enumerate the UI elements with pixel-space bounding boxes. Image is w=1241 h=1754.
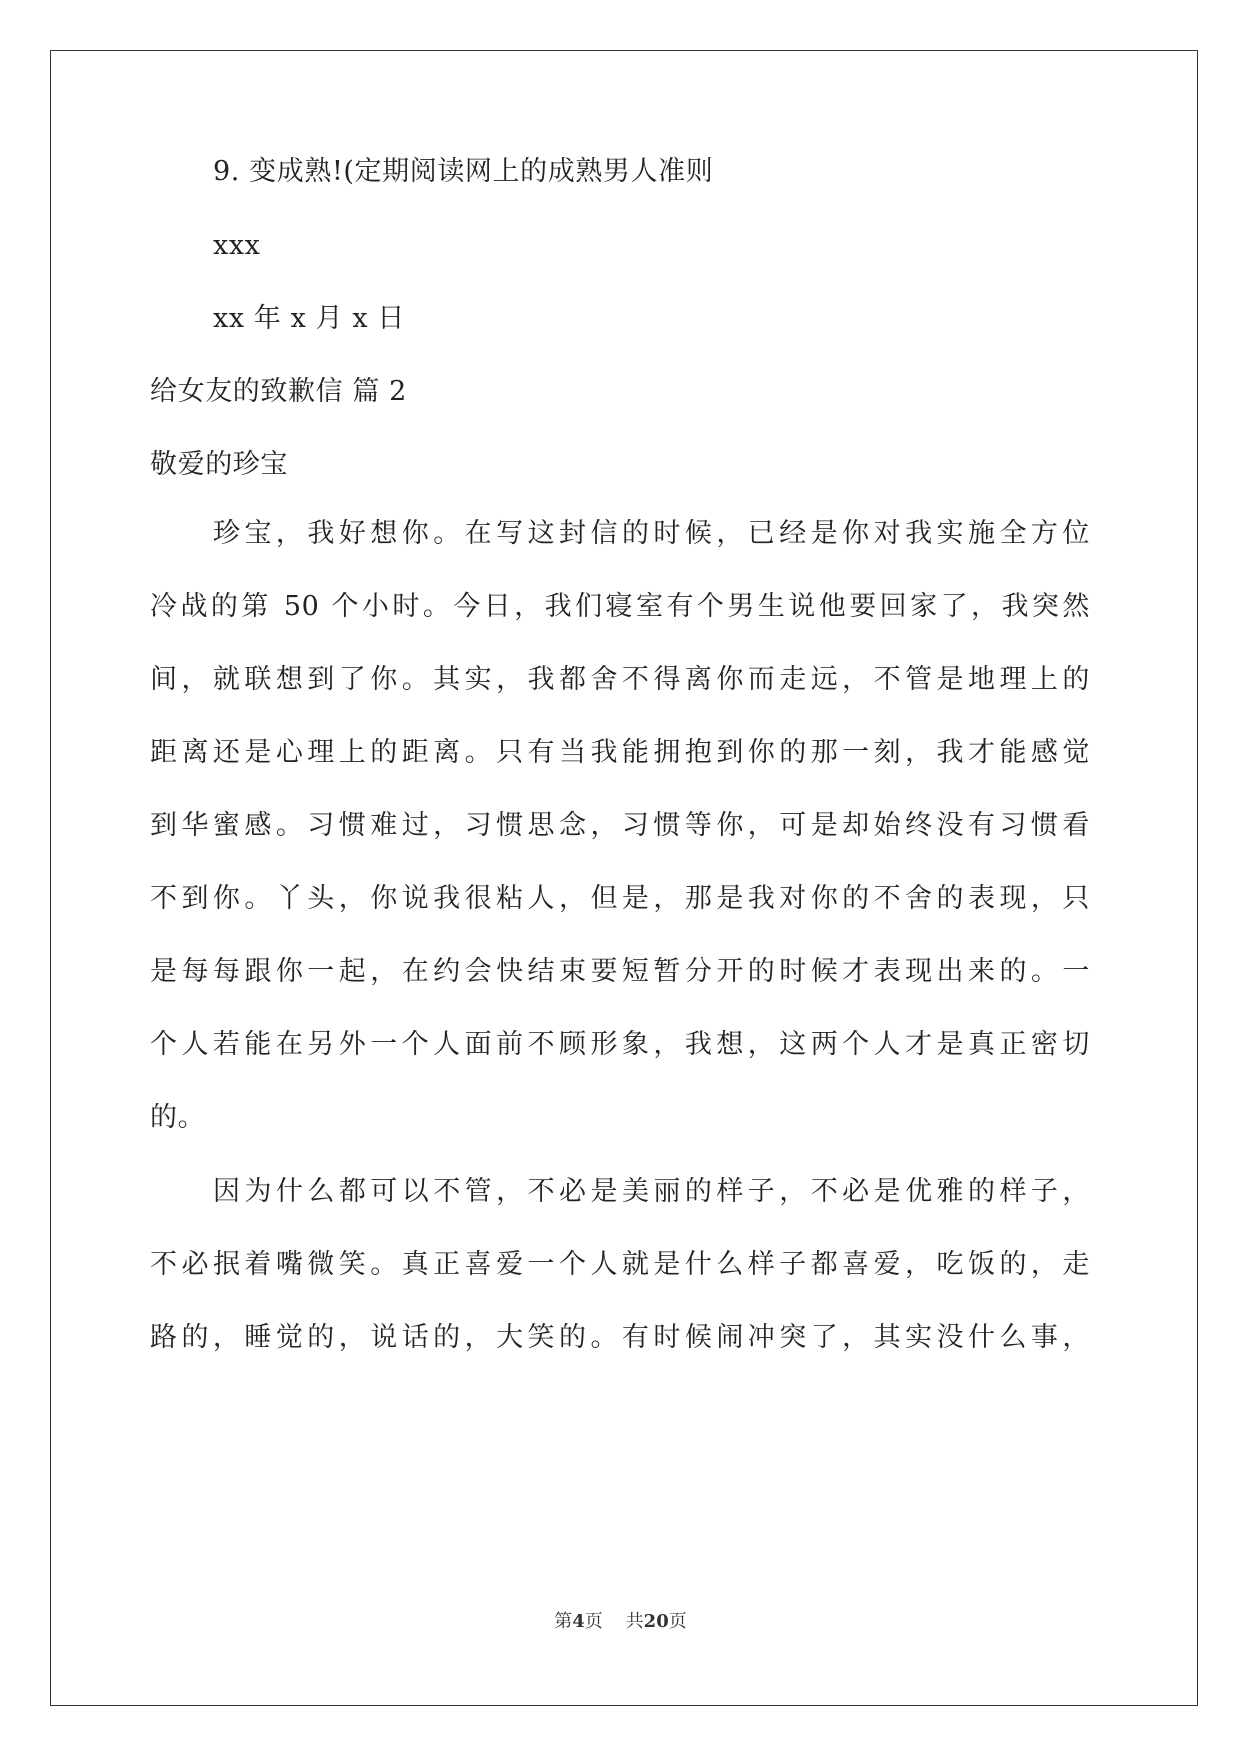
signature-name: xxx [213, 230, 261, 261]
page-number-current: 4 [572, 1611, 585, 1632]
paragraph-1-line-8: 个人若能在另外一个人面前不顾形象，我想，这两个人才是真正密切 [150, 1029, 1090, 1060]
paragraph-2-line-2: 不必抿着嘴微笑。真正喜爱一个人就是什么样子都喜爱，吃饭的，走 [150, 1249, 1090, 1280]
list-item-9: 9. 变成熟!(定期阅读网上的成熟男人准则 [213, 156, 714, 187]
page-suffix: 页 [584, 1611, 603, 1632]
paragraph-1-line-7: 是每每跟你一起，在约会快结束要短暂分开的时候才表现出来的。一 [150, 956, 1090, 987]
total-prefix: 共 [625, 1611, 644, 1632]
paragraph-1-line-9: 的。 [150, 1102, 206, 1133]
paragraph-1-line-5: 到华蜜感。习惯难过，习惯思念，习惯等你，可是却始终没有习惯看 [150, 810, 1090, 841]
total-suffix: 页 [668, 1611, 687, 1632]
paragraph-1-line-3: 间，就联想到了你。其实，我都舍不得离你而走远，不管是地理上的 [150, 664, 1090, 695]
paragraph-1-line-2: 冷战的第 50 个小时。今日，我们寝室有个男生说他要回家了，我突然 [150, 591, 1090, 622]
paragraph-2-line-3: 路的，睡觉的，说话的，大笑的。有时候闹冲突了，其实没什么事， [150, 1322, 1090, 1353]
paragraph-2-line-1: 因为什么都可以不管，不必是美丽的样子，不必是优雅的样子， [213, 1176, 1090, 1207]
paragraph-1-line-6: 不到你。丫头，你说我很粘人，但是，那是我对你的不舍的表现，只 [150, 883, 1090, 914]
section-heading: 给女友的致歉信 篇 2 [150, 376, 407, 407]
page-prefix: 第 [554, 1611, 573, 1632]
page-number-total: 20 [643, 1611, 669, 1632]
paragraph-1-line-4: 距离还是心理上的距离。只有当我能拥抱到你的那一刻，我才能感觉 [150, 737, 1090, 768]
signature-date: xx 年 x 月 x 日 [213, 303, 406, 334]
page-footer [0, 1610, 1241, 1634]
page-border [50, 50, 1198, 1706]
paragraph-1-line-1: 珍宝，我好想你。在写这封信的时候，已经是你对我实施全方位 [213, 518, 1090, 549]
salutation: 敬爱的珍宝 [150, 449, 288, 480]
